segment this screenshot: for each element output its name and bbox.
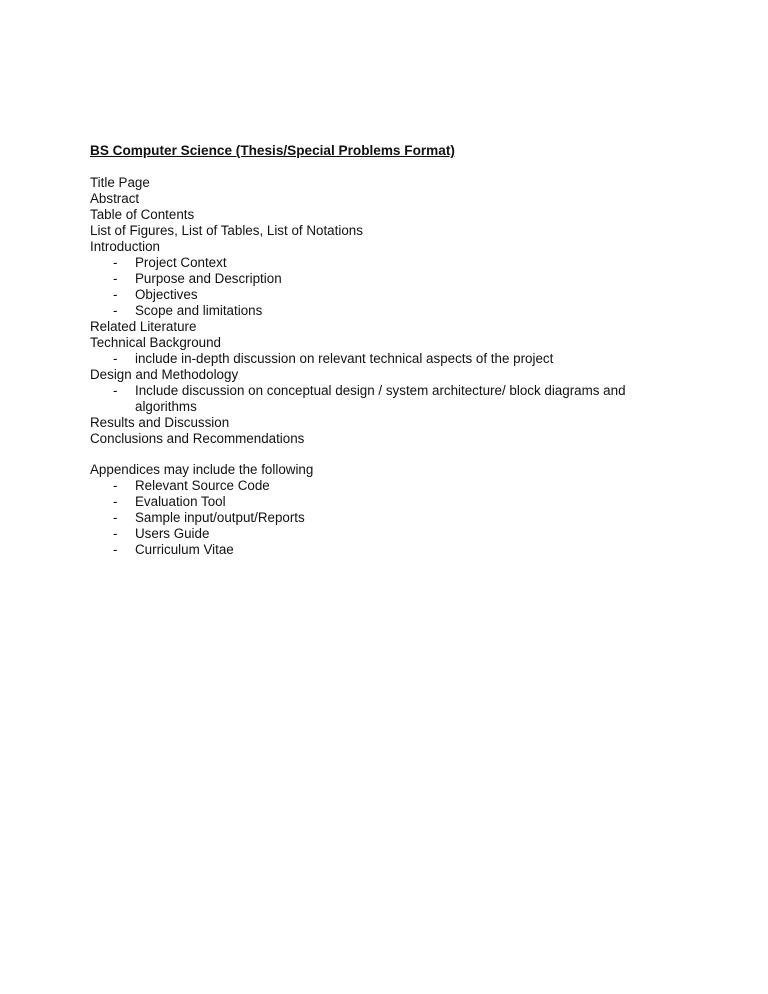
bullet-dash: - [113, 255, 118, 270]
document-title: BS Computer Science (Thesis/Special Problems Format) [90, 143, 455, 158]
outline-item-introduction: Introduction [90, 239, 160, 254]
sub-item [90, 351, 690, 367]
bullet-dash: - [113, 510, 118, 525]
sub-item [90, 271, 690, 287]
sub-item-label: Purpose and Description [135, 271, 282, 286]
outline-item-toc: Table of Contents [90, 207, 195, 222]
sub-item [90, 255, 690, 271]
sub-item-label: include in-depth discussion on relevant technical aspects of the project [135, 351, 554, 366]
sub-item [90, 303, 690, 319]
appendix-item-label: Evaluation Tool [135, 494, 226, 509]
sub-item [90, 287, 690, 303]
appendix-item [90, 542, 690, 558]
bullet-dash: - [113, 383, 118, 398]
bullet-dash: - [113, 351, 118, 366]
section-spacer [90, 447, 690, 462]
sub-item-label: Project Context [135, 255, 227, 270]
sub-item-label: Objectives [135, 287, 198, 302]
appendix-item-label: Curriculum Vitae [135, 542, 234, 557]
document-page [90, 142, 690, 558]
outline-item-technical-background: Technical Background [90, 335, 222, 350]
outline-item-abstract: Abstract [90, 191, 140, 206]
outline-item-lists: List of Figures, List of Tables, List of Notations [90, 223, 363, 238]
appendix-item-label: Relevant Source Code [135, 478, 270, 493]
bullet-dash: - [113, 494, 118, 509]
bullet-dash: - [113, 526, 118, 541]
outline-item-related-literature: Related Literature [90, 319, 197, 334]
bullet-dash: - [113, 478, 118, 493]
bullet-dash: - [113, 287, 118, 302]
sub-item-label: Include discussion on conceptual design / system architecture/ block diagrams and algorithms [135, 383, 626, 414]
appendix-item-label: Sample input/output/Reports [135, 510, 305, 525]
appendix-item [90, 510, 690, 526]
appendix-item [90, 478, 690, 494]
appendices-heading: Appendices may include the following [90, 462, 314, 477]
outline-item-title-page: Title Page [90, 175, 150, 190]
bullet-dash: - [113, 542, 118, 557]
appendix-item [90, 526, 690, 542]
outline-item-conclusions: Conclusions and Recommendations [90, 431, 305, 446]
outline-item-design-methodology: Design and Methodology [90, 367, 239, 382]
appendix-item-label: Users Guide [135, 526, 210, 541]
sub-item [90, 383, 650, 415]
outline-item-results: Results and Discussion [90, 415, 230, 430]
appendix-item [90, 494, 690, 510]
bullet-dash: - [113, 303, 118, 318]
sub-item-label: Scope and limitations [135, 303, 263, 318]
bullet-dash: - [113, 271, 118, 286]
